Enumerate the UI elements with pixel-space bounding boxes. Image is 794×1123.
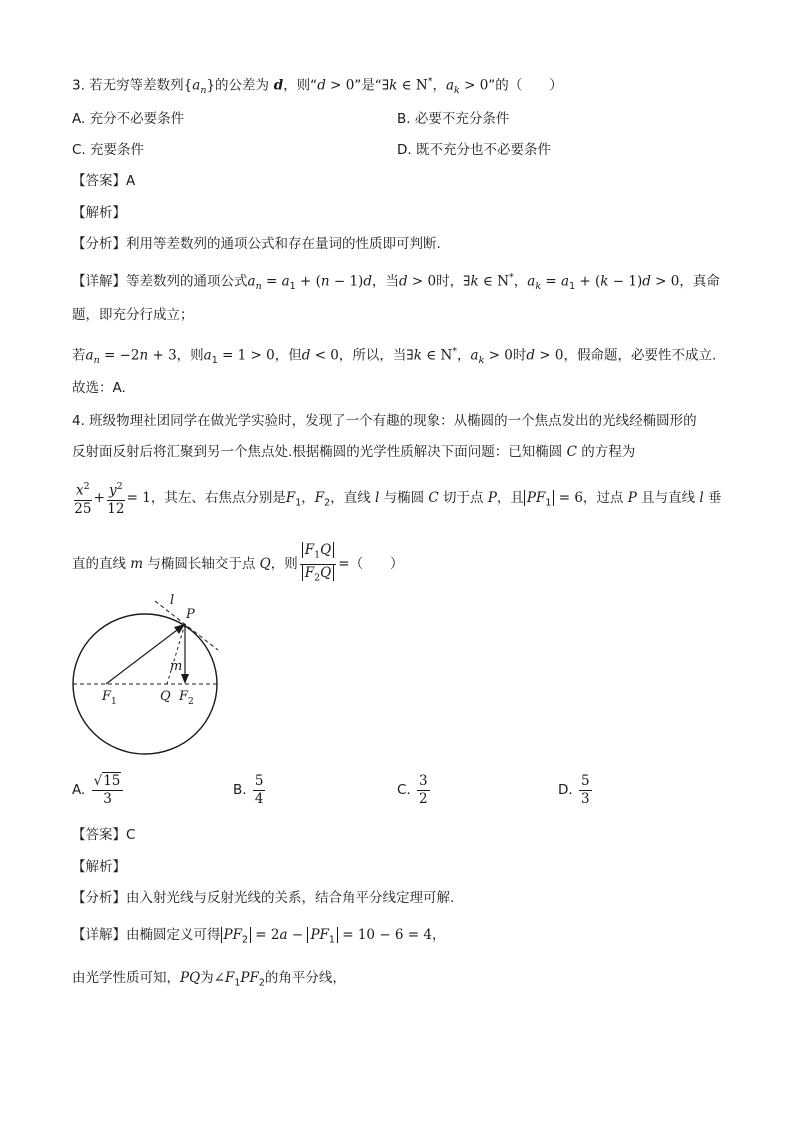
q4-stem-line2: 反射面反射后将汇聚到另一个焦点处.根据椭圆的光学性质解决下面问题：已知椭圆 C 的方程为 xyxy=(72,444,636,460)
q3-option-a: A. 充分不必要条件 xyxy=(72,111,185,127)
label-f2: F xyxy=(179,689,189,704)
q4-choice-c: C. $\frac{3}{2}$ xyxy=(397,772,428,807)
q3-fenxi: 【分析】利用等差数列的通项公式和存在量词的性质即可判断. xyxy=(72,236,441,252)
label-f1-sub: 1 xyxy=(111,697,117,707)
q4-analysis-heading: 【解析】 xyxy=(72,859,126,875)
label-f1: F xyxy=(102,689,112,704)
q3-analysis-heading: 【解析】 xyxy=(72,205,126,221)
q4-fenxi: 【分析】由入射光线与反射光线的关系，结合角平分线定理可解. xyxy=(72,890,455,906)
q4-detail-line2: 由光学性质可知，PQ为$\angle F_1PF_2$的角平分线， xyxy=(72,970,346,989)
q3-detail-line2: 题，即充分行成立； xyxy=(72,307,194,323)
q3-detail: 【详解】等差数列的通项公式$a_n = a_1 + (n - 1)d$，当d > 0时，∃k ∈ N*，$a_k = a_1 + (k - 1)d > 0$，真命 xyxy=(72,272,720,293)
q4-choice-a: A. $\frac{√15}{3}$ xyxy=(72,772,125,808)
q3-option-b: B. 必要不充分条件 xyxy=(397,111,510,127)
ray-arrowhead-p xyxy=(174,624,185,634)
label-f2-sub: 2 xyxy=(188,697,194,707)
q4-detail: 【详解】由椭圆定义可得 $PF_2 = 2a - PF_1 = 10 - 6 = 4$， xyxy=(72,927,446,946)
ray-f1-p xyxy=(106,624,185,684)
q4-choice-b: B. $\frac{5}{4}$ xyxy=(233,772,264,807)
q3-stem: 3. 若无穷等差数列$\{a_n\}$的公差为 d，则“d > 0”是“∃k ∈ N*，$a_k > 0$”的（ ） xyxy=(72,76,563,97)
q3-option-c: C. 充要条件 xyxy=(72,142,145,158)
q3-answer: 【答案】A xyxy=(72,173,136,189)
q3-option-d: D. 既不充分也不必要条件 xyxy=(397,142,551,158)
label-q: Q xyxy=(160,689,171,704)
q4-stem-line3: $\frac{x^2}{25}$ + $\frac{y^2}{12}$ = 1，其左、右焦点分别是$F_1$，$F_2$，直线 l 与椭圆 C 切于点 P，且 $PF_1 = 6$，过点 P 且与直线 l 垂 xyxy=(72,478,721,521)
ray-arrowhead-f2 xyxy=(181,674,189,684)
label-m: m xyxy=(170,659,183,674)
label-l: l xyxy=(170,593,175,608)
q3-conclusion: 故选：A. xyxy=(72,380,126,396)
q4-stem-line1: 4. 班级物理社团同学在做光学实验时，发现了一个有趣的现象：从椭圆的一个焦点发出的光线经椭圆形的 xyxy=(72,413,697,429)
q4-choice-d: D. $\frac{5}{3}$ xyxy=(558,772,590,807)
q4-answer: 【答案】C xyxy=(72,827,136,843)
q4-stem-line4: 直的直线 m 与椭圆长轴交于点 Q，则 $\frac{F_1Q}{F_2Q}$ =（ ） xyxy=(72,542,404,584)
label-p: P xyxy=(186,607,195,622)
q3-detail-line3: 若$a_n = -2n + 3$，则$a_1 = 1 > 0$，但d < 0，所以，当∃k ∈ N*，$a_k > 0$时d > 0，假命题，必要性不成立. xyxy=(72,346,717,367)
ellipse-figure xyxy=(60,588,230,760)
